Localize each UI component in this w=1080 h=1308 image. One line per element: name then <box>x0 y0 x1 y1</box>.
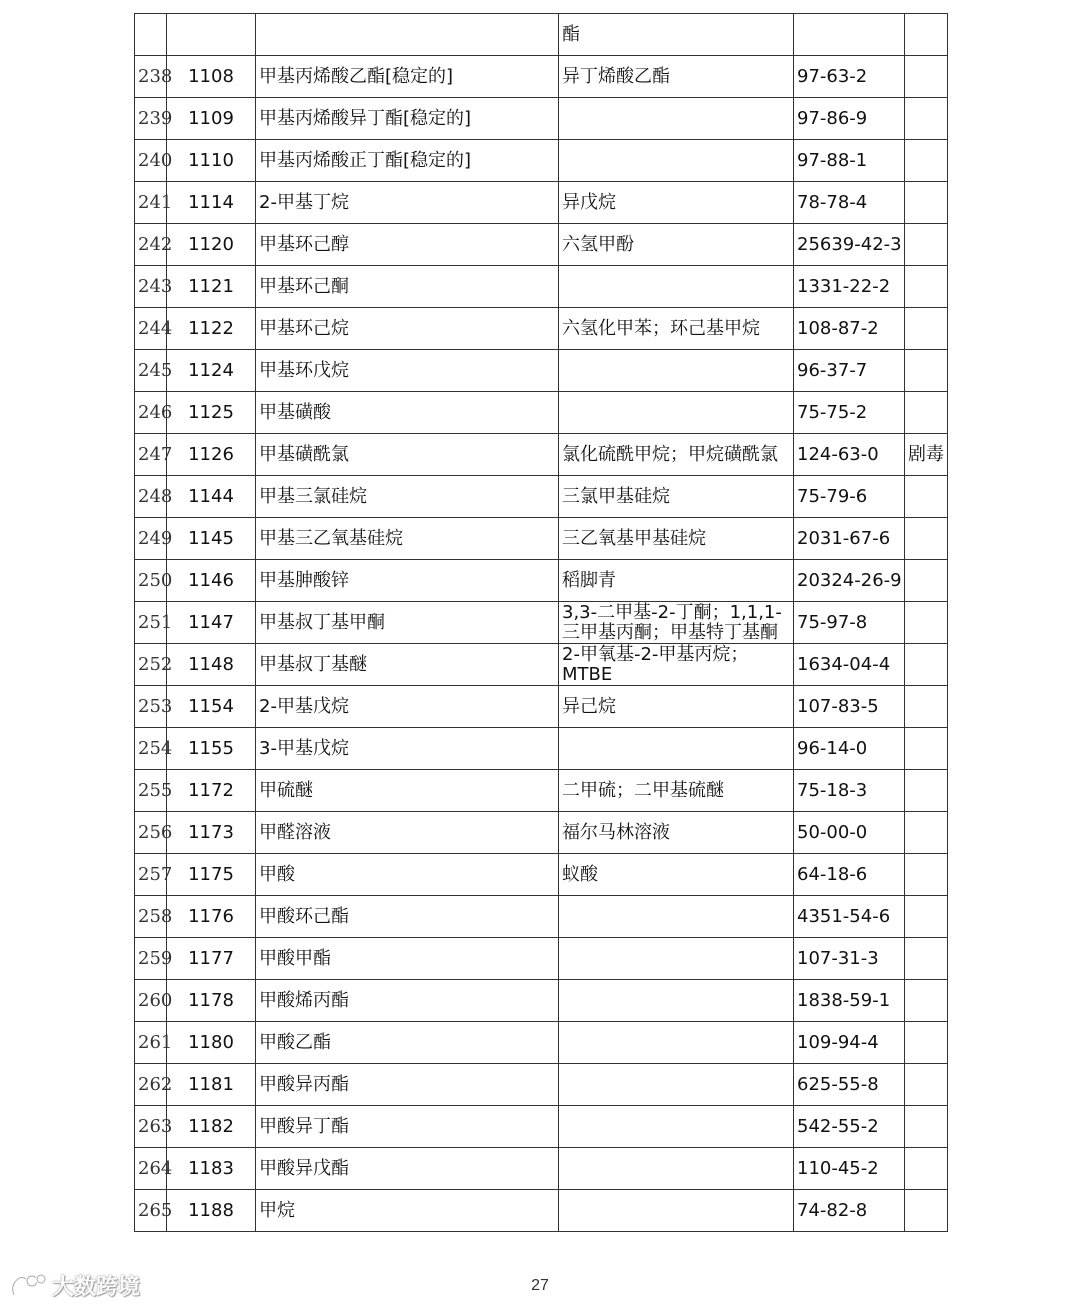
cell-number: 1146 <box>167 560 256 602</box>
cell-alias: 酯 <box>559 14 794 56</box>
cell-cas-number: 25639-42-3 <box>794 224 905 266</box>
cell-chemical-name: 甲基丙烯酸正丁酯[稳定的] <box>256 140 559 182</box>
cell-cas-number: 542-55-2 <box>794 1106 905 1148</box>
cell-number <box>167 14 256 56</box>
cell-chemical-name: 甲基胂酸锌 <box>256 560 559 602</box>
cell-alias: 氯化硫酰甲烷；甲烷磺酰氯 <box>559 434 794 476</box>
table-row <box>135 602 948 644</box>
cell-chemical-name: 甲基环己酮 <box>256 266 559 308</box>
table-row <box>135 476 948 518</box>
cell-cas-number: 4351-54-6 <box>794 896 905 938</box>
cell-chemical-name: 甲基丙烯酸异丁酯[稳定的] <box>256 98 559 140</box>
cell-alias <box>559 140 794 182</box>
cell-chemical-name: 甲基叔丁基醚 <box>256 644 559 686</box>
cell-number: 1176 <box>167 896 256 938</box>
cell-number: 1155 <box>167 728 256 770</box>
cell-alias <box>559 728 794 770</box>
cell-cas-number: 2031-67-6 <box>794 518 905 560</box>
cell-alias <box>559 938 794 980</box>
cell-alias: 异戊烷 <box>559 182 794 224</box>
chemical-list-table <box>134 13 948 1232</box>
cell-seq: 246 <box>135 392 167 434</box>
cell-cas-number: 75-18-3 <box>794 770 905 812</box>
watermark-text: 大数跨境 <box>52 1275 141 1300</box>
cell-note <box>905 98 948 140</box>
cell-number: 1108 <box>167 56 256 98</box>
page-number: 27 <box>531 1277 549 1294</box>
cell-seq: 255 <box>135 770 167 812</box>
cell-cas-number: 64-18-6 <box>794 854 905 896</box>
cell-number: 1182 <box>167 1106 256 1148</box>
cell-note <box>905 266 948 308</box>
cell-alias <box>559 1148 794 1190</box>
cell-seq: 249 <box>135 518 167 560</box>
cell-cas-number: 96-37-7 <box>794 350 905 392</box>
cell-note <box>905 770 948 812</box>
cell-seq: 256 <box>135 812 167 854</box>
cell-number: 1120 <box>167 224 256 266</box>
cell-number: 1122 <box>167 308 256 350</box>
cell-number: 1172 <box>167 770 256 812</box>
cell-seq: 263 <box>135 1106 167 1148</box>
cell-alias <box>559 896 794 938</box>
cell-alias: 蚁酸 <box>559 854 794 896</box>
table-row <box>135 1148 948 1190</box>
cell-seq: 248 <box>135 476 167 518</box>
cell-number: 1175 <box>167 854 256 896</box>
cell-note <box>905 560 948 602</box>
cell-seq: 265 <box>135 1190 167 1232</box>
cell-note <box>905 686 948 728</box>
cell-seq: 254 <box>135 728 167 770</box>
cell-number: 1144 <box>167 476 256 518</box>
table-row <box>135 896 948 938</box>
cell-seq: 241 <box>135 182 167 224</box>
cell-chemical-name: 甲酸 <box>256 854 559 896</box>
cell-seq: 264 <box>135 1148 167 1190</box>
cell-cas-number: 107-83-5 <box>794 686 905 728</box>
cell-seq: 262 <box>135 1064 167 1106</box>
cell-cas-number: 124-63-0 <box>794 434 905 476</box>
table-row <box>135 1106 948 1148</box>
cell-note <box>905 938 948 980</box>
cell-chemical-name: 甲酸乙酯 <box>256 1022 559 1064</box>
table-row <box>135 812 948 854</box>
table-row <box>135 518 948 560</box>
cell-chemical-name: 甲基三氯硅烷 <box>256 476 559 518</box>
cell-seq: 247 <box>135 434 167 476</box>
cell-seq: 245 <box>135 350 167 392</box>
table-row <box>135 56 948 98</box>
table-row <box>135 350 948 392</box>
cell-alias: 福尔马林溶液 <box>559 812 794 854</box>
cell-chemical-name: 甲硫醚 <box>256 770 559 812</box>
cell-alias <box>559 1190 794 1232</box>
cell-chemical-name: 甲烷 <box>256 1190 559 1232</box>
cell-chemical-name: 甲酸甲酯 <box>256 938 559 980</box>
cell-note <box>905 308 948 350</box>
table-row <box>135 938 948 980</box>
cell-cas-number: 75-75-2 <box>794 392 905 434</box>
cell-chemical-name: 甲基丙烯酸乙酯[稳定的] <box>256 56 559 98</box>
cell-chemical-name: 3-甲基戊烷 <box>256 728 559 770</box>
watermark <box>8 1270 140 1301</box>
cell-alias <box>559 266 794 308</box>
cell-chemical-name <box>256 14 559 56</box>
cell-note <box>905 392 948 434</box>
table-row <box>135 980 948 1022</box>
cell-number: 1125 <box>167 392 256 434</box>
cell-alias <box>559 1064 794 1106</box>
cell-number: 1154 <box>167 686 256 728</box>
cell-note <box>905 1148 948 1190</box>
cell-chemical-name: 甲基叔丁基甲酮 <box>256 602 559 644</box>
cell-seq: 258 <box>135 896 167 938</box>
cell-chemical-name: 甲酸异丁酯 <box>256 1106 559 1148</box>
cell-chemical-name: 甲基环己醇 <box>256 224 559 266</box>
table-row <box>135 182 948 224</box>
cell-number: 1183 <box>167 1148 256 1190</box>
table-row <box>135 434 948 476</box>
table-row <box>135 98 948 140</box>
cell-number: 1180 <box>167 1022 256 1064</box>
cell-alias: 六氢甲酚 <box>559 224 794 266</box>
table-row <box>135 1022 948 1064</box>
cell-cas-number: 107-31-3 <box>794 938 905 980</box>
cell-note <box>905 728 948 770</box>
table-row <box>135 308 948 350</box>
cell-alias: 异丁烯酸乙酯 <box>559 56 794 98</box>
cell-note <box>905 1190 948 1232</box>
cell-chemical-name: 2-甲基丁烷 <box>256 182 559 224</box>
cell-cas-number: 50-00-0 <box>794 812 905 854</box>
cell-number: 1109 <box>167 98 256 140</box>
table-row <box>135 266 948 308</box>
table-row <box>135 224 948 266</box>
cell-number: 1124 <box>167 350 256 392</box>
cell-alias <box>559 350 794 392</box>
cell-number: 1121 <box>167 266 256 308</box>
cell-chemical-name: 甲基环己烷 <box>256 308 559 350</box>
cell-note <box>905 518 948 560</box>
cell-seq: 243 <box>135 266 167 308</box>
cell-cas-number: 96-14-0 <box>794 728 905 770</box>
cell-alias <box>559 980 794 1022</box>
cell-seq: 253 <box>135 686 167 728</box>
cell-chemical-name: 甲酸异戊酯 <box>256 1148 559 1190</box>
cell-note <box>905 812 948 854</box>
cell-chemical-name: 甲酸环己酯 <box>256 896 559 938</box>
cell-alias: 二甲硫；二甲基硫醚 <box>559 770 794 812</box>
cell-note <box>905 476 948 518</box>
cell-note <box>905 980 948 1022</box>
cell-alias: 六氢化甲苯；环己基甲烷 <box>559 308 794 350</box>
cell-alias: 三氯甲基硅烷 <box>559 476 794 518</box>
cell-note <box>905 14 948 56</box>
cell-note <box>905 854 948 896</box>
cell-cas-number: 75-79-6 <box>794 476 905 518</box>
cell-cas-number: 1331-22-2 <box>794 266 905 308</box>
cell-note <box>905 602 948 644</box>
cell-alias: 稻脚青 <box>559 560 794 602</box>
cell-chemical-name: 甲醛溶液 <box>256 812 559 854</box>
table-row <box>135 854 948 896</box>
cell-alias: 三乙氧基甲基硅烷 <box>559 518 794 560</box>
cell-number: 1147 <box>167 602 256 644</box>
cell-alias: 3,3-二甲基-2-丁酮；1,1,1-三甲基丙酮；甲基特丁基酮 <box>559 602 794 644</box>
cell-cas-number: 74-82-8 <box>794 1190 905 1232</box>
cell-cas-number: 78-78-4 <box>794 182 905 224</box>
cell-number: 1188 <box>167 1190 256 1232</box>
cell-cas-number: 20324-26-9 <box>794 560 905 602</box>
cell-cas-number <box>794 14 905 56</box>
cell-seq: 261 <box>135 1022 167 1064</box>
cell-note <box>905 896 948 938</box>
table-row <box>135 392 948 434</box>
cell-alias: 异己烷 <box>559 686 794 728</box>
cell-note <box>905 1106 948 1148</box>
table-body <box>135 14 948 1232</box>
cell-cas-number: 97-88-1 <box>794 140 905 182</box>
cell-alias <box>559 98 794 140</box>
cell-note: 剧毒 <box>905 434 948 476</box>
cell-note <box>905 56 948 98</box>
cell-seq: 257 <box>135 854 167 896</box>
cell-chemical-name: 甲基三乙氧基硅烷 <box>256 518 559 560</box>
cell-note <box>905 1022 948 1064</box>
cell-number: 1178 <box>167 980 256 1022</box>
table-row <box>135 728 948 770</box>
cell-seq: 239 <box>135 98 167 140</box>
table-row <box>135 1190 948 1232</box>
cell-alias <box>559 392 794 434</box>
cell-alias <box>559 1022 794 1064</box>
cell-note <box>905 182 948 224</box>
table-row <box>135 140 948 182</box>
cell-alias <box>559 1106 794 1148</box>
cell-seq: 251 <box>135 602 167 644</box>
cell-number: 1148 <box>167 644 256 686</box>
cell-number: 1177 <box>167 938 256 980</box>
cell-seq: 238 <box>135 56 167 98</box>
table-row <box>135 686 948 728</box>
cell-cas-number: 75-97-8 <box>794 602 905 644</box>
cell-seq: 252 <box>135 644 167 686</box>
cell-alias: 2-甲氧基-2-甲基丙烷；MTBE <box>559 644 794 686</box>
table-row <box>135 560 948 602</box>
cell-number: 1126 <box>167 434 256 476</box>
cell-chemical-name: 甲基环戊烷 <box>256 350 559 392</box>
cell-number: 1145 <box>167 518 256 560</box>
cell-chemical-name: 2-甲基戊烷 <box>256 686 559 728</box>
cell-cas-number: 109-94-4 <box>794 1022 905 1064</box>
cell-number: 1110 <box>167 140 256 182</box>
dashu-logo-icon <box>8 1271 48 1301</box>
cell-number: 1114 <box>167 182 256 224</box>
cell-seq: 250 <box>135 560 167 602</box>
cell-number: 1181 <box>167 1064 256 1106</box>
cell-seq: 240 <box>135 140 167 182</box>
cell-cas-number: 110-45-2 <box>794 1148 905 1190</box>
cell-note <box>905 140 948 182</box>
cell-seq: 259 <box>135 938 167 980</box>
cell-seq: 244 <box>135 308 167 350</box>
cell-cas-number: 108-87-2 <box>794 308 905 350</box>
cell-chemical-name: 甲酸烯丙酯 <box>256 980 559 1022</box>
cell-cas-number: 625-55-8 <box>794 1064 905 1106</box>
table-row <box>135 644 948 686</box>
cell-chemical-name: 甲酸异丙酯 <box>256 1064 559 1106</box>
table-row <box>135 14 948 56</box>
cell-seq: 260 <box>135 980 167 1022</box>
cell-number: 1173 <box>167 812 256 854</box>
cell-note <box>905 1064 948 1106</box>
cell-note <box>905 224 948 266</box>
cell-chemical-name: 甲基磺酰氯 <box>256 434 559 476</box>
cell-chemical-name: 甲基磺酸 <box>256 392 559 434</box>
cell-seq: 242 <box>135 224 167 266</box>
table-row <box>135 770 948 812</box>
cell-cas-number: 97-63-2 <box>794 56 905 98</box>
cell-cas-number: 1838-59-1 <box>794 980 905 1022</box>
cell-seq <box>135 14 167 56</box>
cell-cas-number: 1634-04-4 <box>794 644 905 686</box>
cell-note <box>905 644 948 686</box>
cell-note <box>905 350 948 392</box>
table-row <box>135 1064 948 1106</box>
cell-cas-number: 97-86-9 <box>794 98 905 140</box>
